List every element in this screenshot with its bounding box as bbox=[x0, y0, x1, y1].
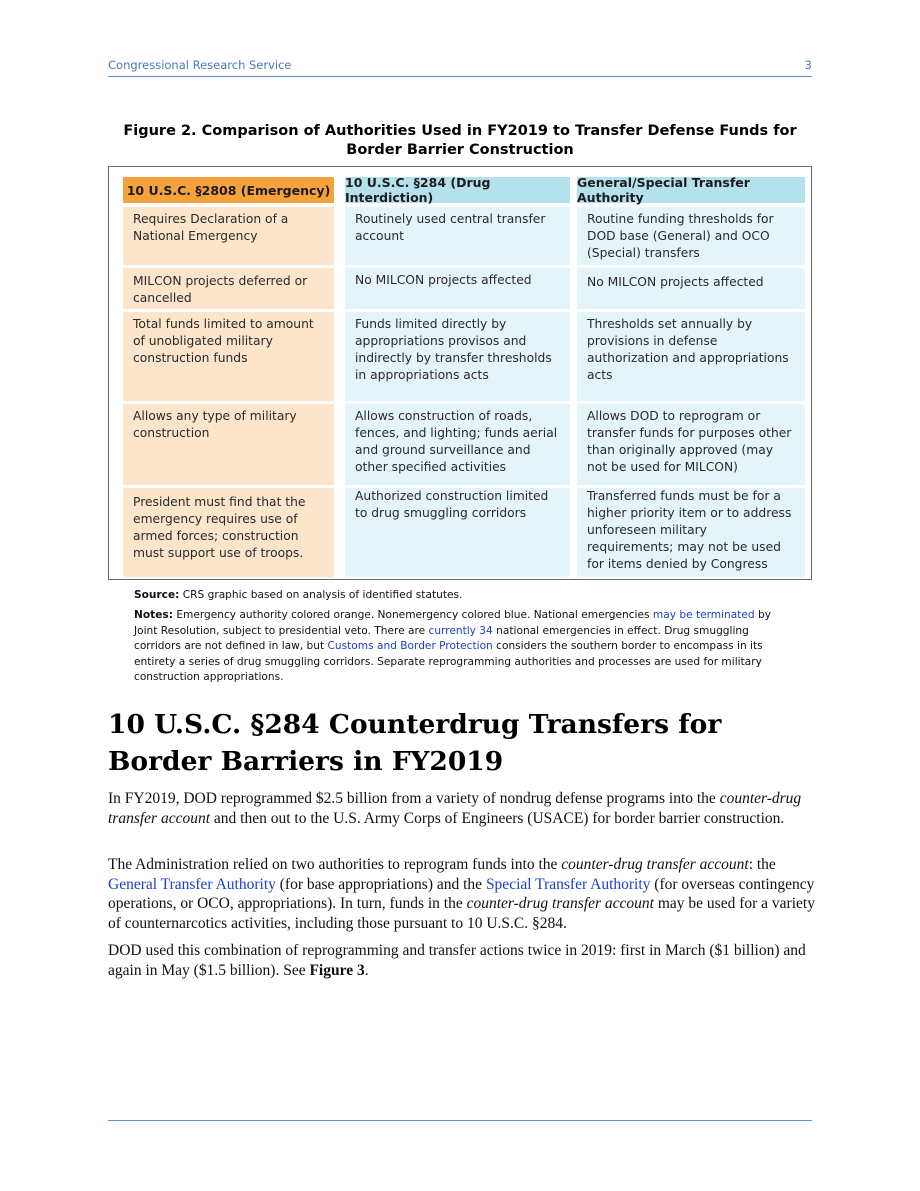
table-cell: Allows DOD to reprogram or transfer funds for purposes other than originally approved (may not be used for MILCON) bbox=[577, 404, 805, 485]
body-text: In FY2019, DOD reprogrammed $2.5 billion from a variety of nondrug defense programs into the bbox=[108, 790, 716, 807]
customs-border-protection-link[interactable]: Customs and Border Protection bbox=[327, 640, 493, 652]
column-emergency bbox=[123, 167, 334, 577]
may-be-terminated-link[interactable]: may be terminated bbox=[652, 609, 755, 621]
table-cell: Transferred funds must be for a higher priority item or to address unforeseen military requirements; may not be used for items denied by Congress bbox=[577, 488, 805, 577]
page-number: 3 bbox=[804, 58, 812, 72]
running-header bbox=[108, 58, 812, 77]
body-text: and then out to the U.S. Army Corps of Engineers (USACE) for border barrier construction. bbox=[213, 809, 785, 827]
column-header: 10 U.S.C. §284 (Drug Interdiction) bbox=[345, 177, 570, 203]
table-cell: Routinely used central transfer account bbox=[345, 207, 570, 265]
section-heading: 10 U.S.C. §284 Counterdrug Transfers for Border Barriers in FY2019 bbox=[108, 709, 722, 777]
paragraph-2 bbox=[108, 855, 820, 933]
notes-text: Emergency authority colored orange. Nonemergency colored blue. National emergencies bbox=[176, 609, 650, 621]
table-cell: Authorized construction limited to drug smuggling corridors bbox=[345, 488, 570, 577]
comparison-figure bbox=[108, 166, 812, 580]
column-drug-interdiction bbox=[345, 167, 570, 577]
notes-text: considers the southern border to encompass in its entirety a series of drug smuggling corridors. Separate reprogramming authorities and processes are used for military construction appropriations. bbox=[134, 640, 763, 683]
emphasis-text: counter-drug transfer account bbox=[561, 856, 749, 873]
publisher-name: Congressional Research Service bbox=[108, 58, 292, 72]
footer-rule bbox=[108, 1120, 812, 1121]
body-text: . bbox=[364, 961, 369, 979]
table-cell: No MILCON projects affected bbox=[577, 268, 805, 309]
table-cell: Funds limited directly by appropriations provisos and indirectly by transfer thresholds in appropriations acts bbox=[345, 312, 570, 401]
paragraph-3 bbox=[108, 941, 820, 980]
body-text: may be used for a variety of counternarcotics activities, including those pursuant to 10 U.S.C. §284. bbox=[108, 895, 815, 932]
column-header: 10 U.S.C. §2808 (Emergency) bbox=[123, 177, 334, 203]
figure-notes bbox=[134, 608, 794, 686]
table-cell: President must find that the emergency requires use of armed forces; construction must support use of troops. bbox=[123, 488, 334, 577]
column-header: General/Special Transfer Authority bbox=[577, 177, 805, 203]
special-transfer-authority-link[interactable]: Special Transfer Authority bbox=[485, 875, 651, 893]
table-cell: Total funds limited to amount of unobligated military construction funds bbox=[123, 312, 334, 401]
table-cell: Allows construction of roads, fences, and lighting; funds aerial and ground surveillance and other specified activities bbox=[345, 404, 570, 485]
emphasis-text: counter-drug transfer account bbox=[466, 895, 654, 912]
source-text: CRS graphic based on analysis of identified statutes. bbox=[182, 589, 463, 601]
table-cell: Thresholds set annually by provisions in defense authorization and appropriations acts bbox=[577, 312, 805, 401]
body-text: (for base appropriations) and the bbox=[279, 875, 483, 893]
table-cell: Allows any type of military construction bbox=[123, 404, 334, 485]
paragraph-1 bbox=[108, 789, 820, 828]
figure-3-reference[interactable]: Figure 3 bbox=[309, 961, 365, 979]
table-cell: Routine funding thresholds for DOD base (General) and OCO (Special) transfers bbox=[577, 207, 805, 265]
table-cell: No MILCON projects affected bbox=[345, 268, 570, 309]
body-text: : the bbox=[748, 856, 776, 873]
notes-text: national emergencies in effect. Drug smuggling corridors are not defined in law, but bbox=[134, 624, 749, 652]
notes-label: Notes: bbox=[134, 609, 173, 621]
general-transfer-authority-link[interactable]: General Transfer Authority bbox=[108, 875, 276, 893]
body-text: DOD used this combination of reprogramming and transfer actions twice in 2019: first in March ($1 billion) and again in May ($1.5 billion). See bbox=[108, 942, 806, 979]
table-cell: MILCON projects deferred or cancelled bbox=[123, 268, 334, 309]
body-text: The Administration relied on two authorities to reprogram funds into the bbox=[108, 856, 558, 873]
body-text: (for overseas contingency operations, or OCO, appropriations). In turn, funds in the bbox=[108, 875, 815, 912]
emphasis-text: counter-drug transfer account bbox=[108, 790, 802, 827]
column-transfer-authority bbox=[577, 167, 805, 577]
source-label: Source: bbox=[134, 589, 180, 601]
figure-source bbox=[134, 588, 794, 604]
table-cell: Requires Declaration of a National Emergency bbox=[123, 207, 334, 265]
notes-text: by Joint Resolution, subject to presidential veto. There are bbox=[134, 609, 772, 637]
currently-34-link[interactable]: currently 34 bbox=[428, 624, 493, 637]
figure-title: Figure 2. Comparison of Authorities Used in FY2019 to Transfer Defense Funds for Border Barrier Construction bbox=[123, 123, 797, 158]
